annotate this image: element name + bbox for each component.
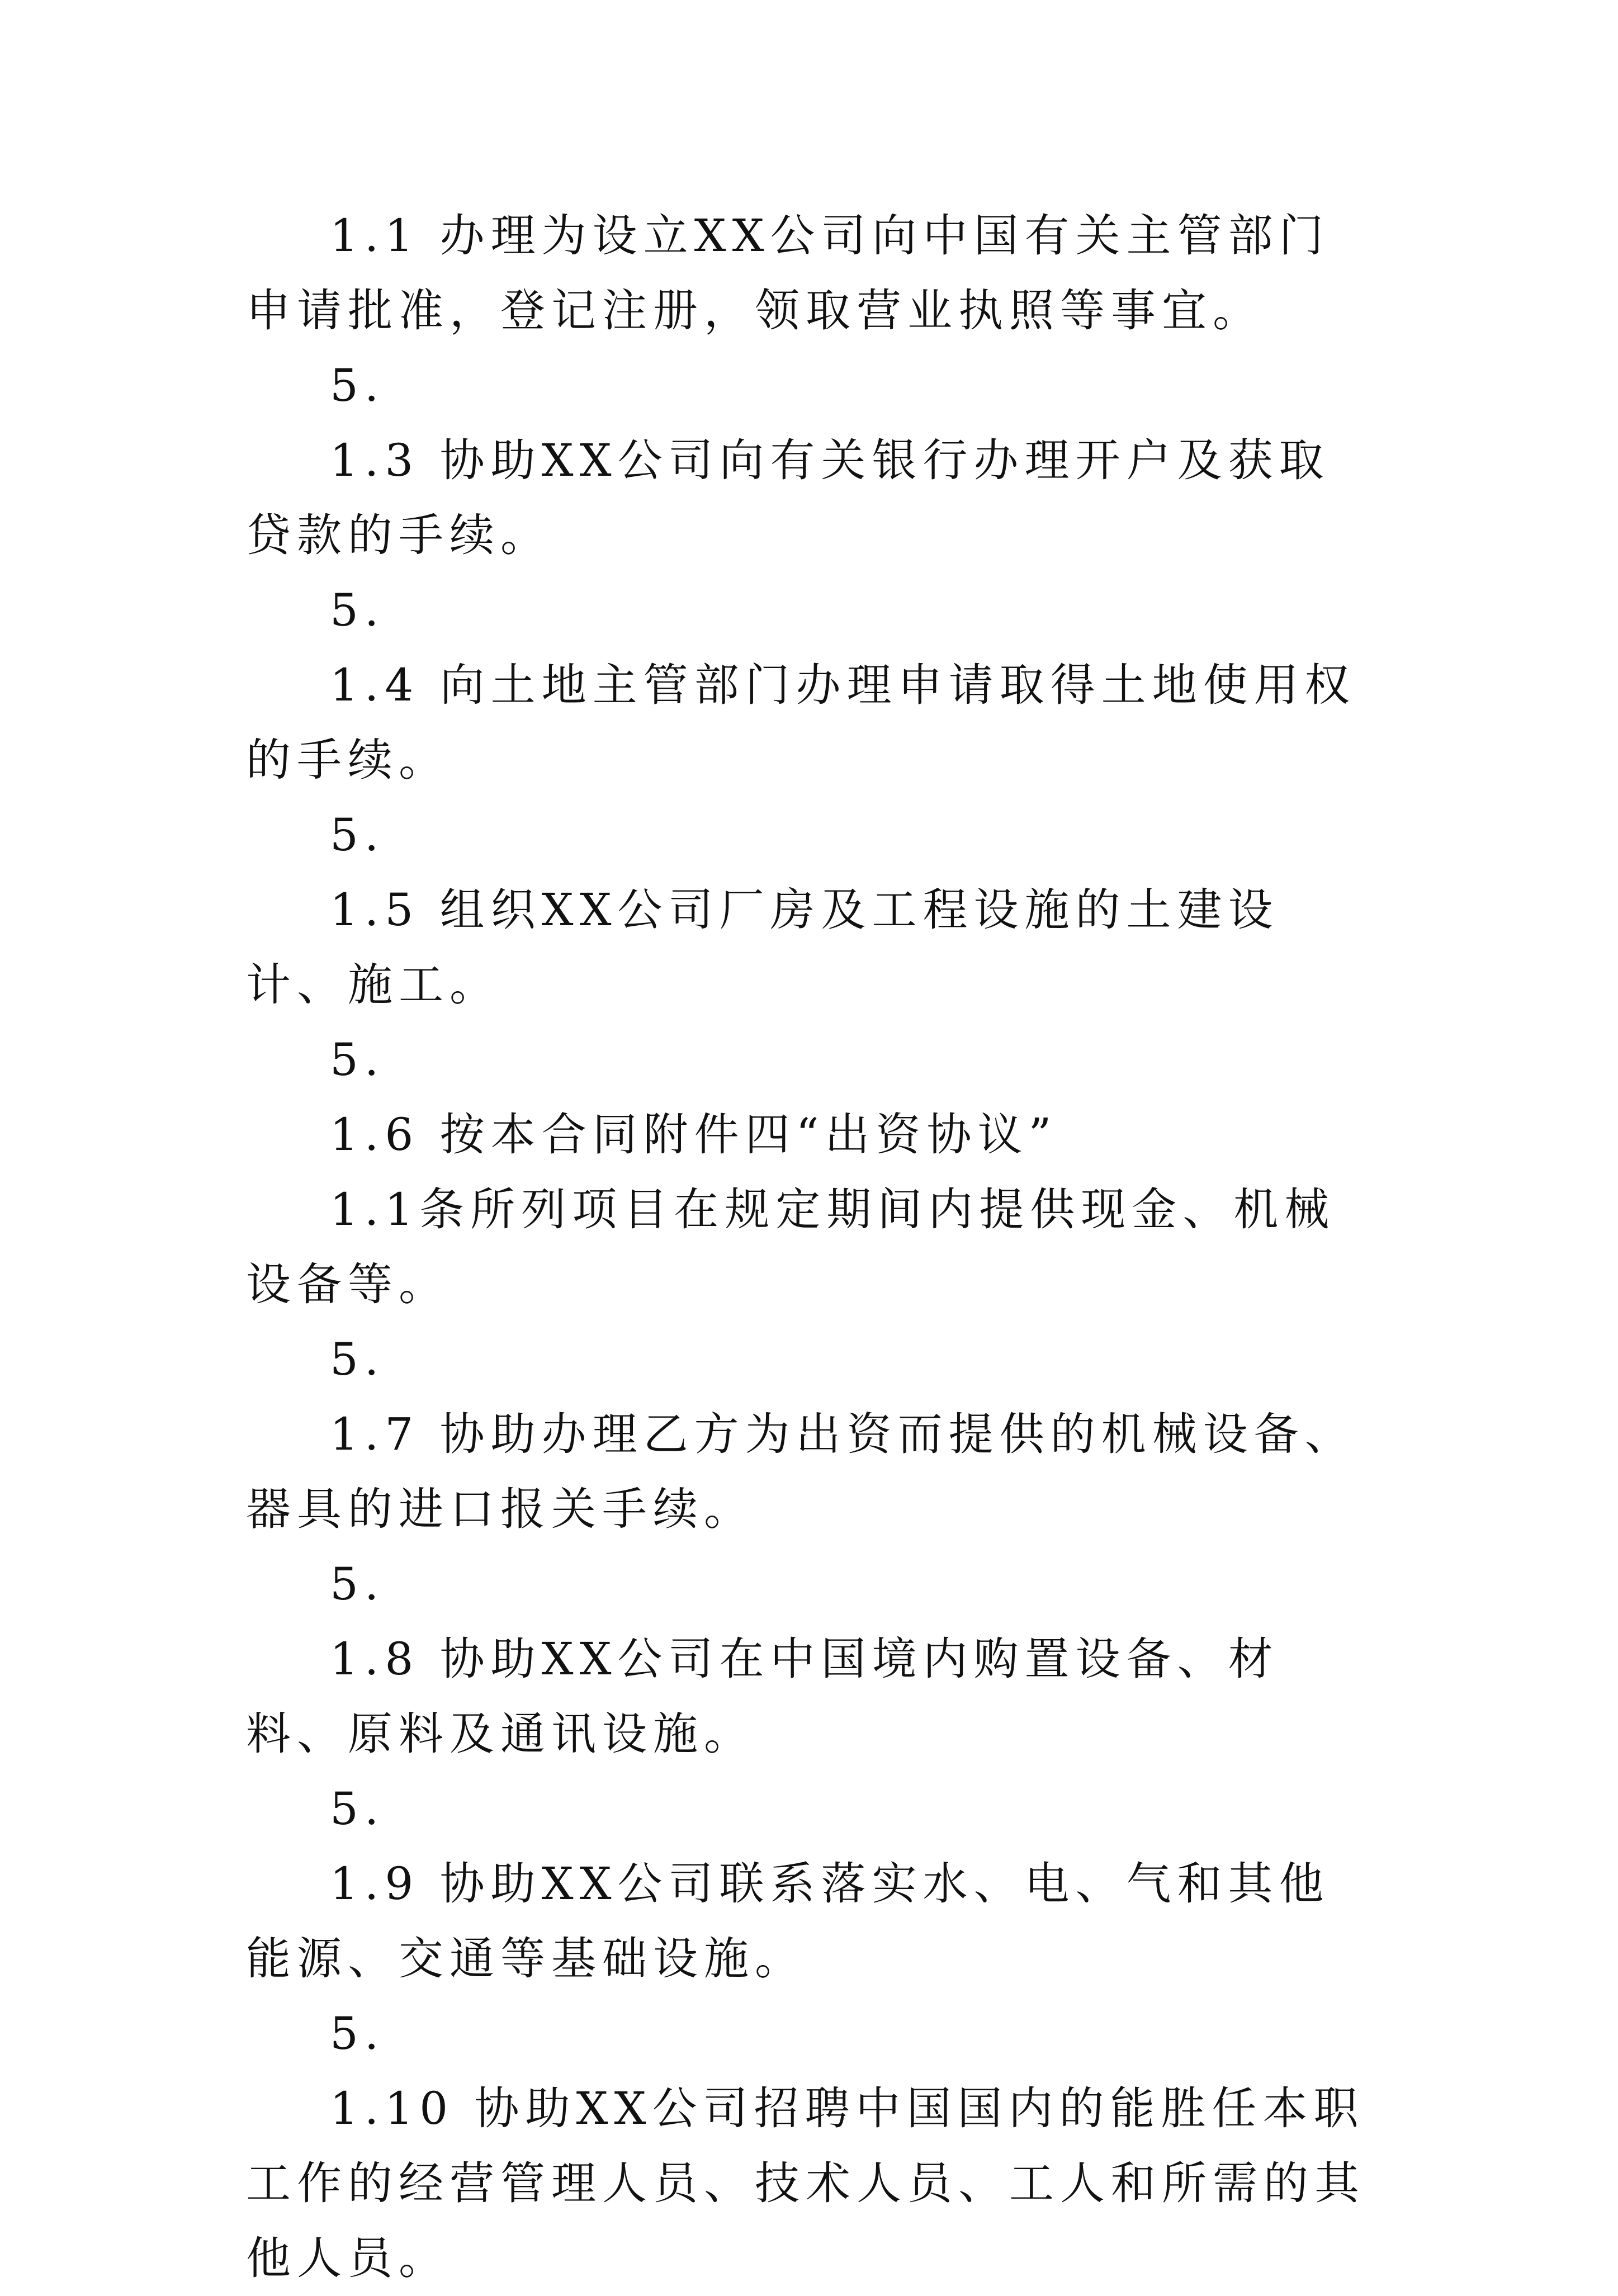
paragraph-1-9: 1.9 协助XX公司联系落实水、电、气和其他能源、交通等基础设施。 [246, 1858, 1330, 1985]
paragraph-number-5: 5. [330, 584, 385, 636]
paragraph-number-5: 5. [330, 1034, 385, 1086]
paragraph-1-8: 1.8 协助XX公司在中国境内购置设备、材料、原料及通讯设施。 [246, 1633, 1279, 1760]
paragraph-number-5: 5. [330, 359, 385, 411]
paragraph-number-5: 5. [330, 2008, 385, 2060]
paragraph-number-5: 5. [330, 809, 385, 861]
paragraph-1-6: 1.6 按本合同附件四“出资协议” [330, 1109, 1058, 1161]
paragraph-1-4: 1.4 向土地主管部门办理申请取得土地使用权的手续。 [246, 659, 1356, 786]
paragraph-number-5: 5. [330, 1333, 385, 1385]
paragraph-number-5: 5. [330, 1783, 385, 1835]
document-body [246, 198, 1375, 2296]
paragraph-1-5: 1.5 组织XX公司厂房及工程设施的土建设计、施工。 [246, 884, 1279, 1011]
paragraph-1-3: 1.3 协助XX公司向有关银行办理开户及获取贷款的手续。 [246, 434, 1330, 561]
paragraph-1-10: 1.10 协助XX公司招聘中国国内的能胜任本职工作的经营管理人员、技术人员、工人和所需的其他人员。 [246, 2082, 1365, 2284]
paragraph-number-5: 5. [330, 1558, 385, 1610]
paragraph-1-7: 1.7 协助办理乙方为出资而提供的机械设备、器具的进口报关手续。 [246, 1408, 1356, 1535]
paragraph-1-1: 1.1 办理为设立XX公司向中国有关主管部门申请批准，登记注册，领取营业执照等事宜。 [246, 210, 1330, 337]
paragraph-1-1-clause: 1.1条所列项目在规定期间内提供现金、机械设备等。 [246, 1183, 1336, 1310]
